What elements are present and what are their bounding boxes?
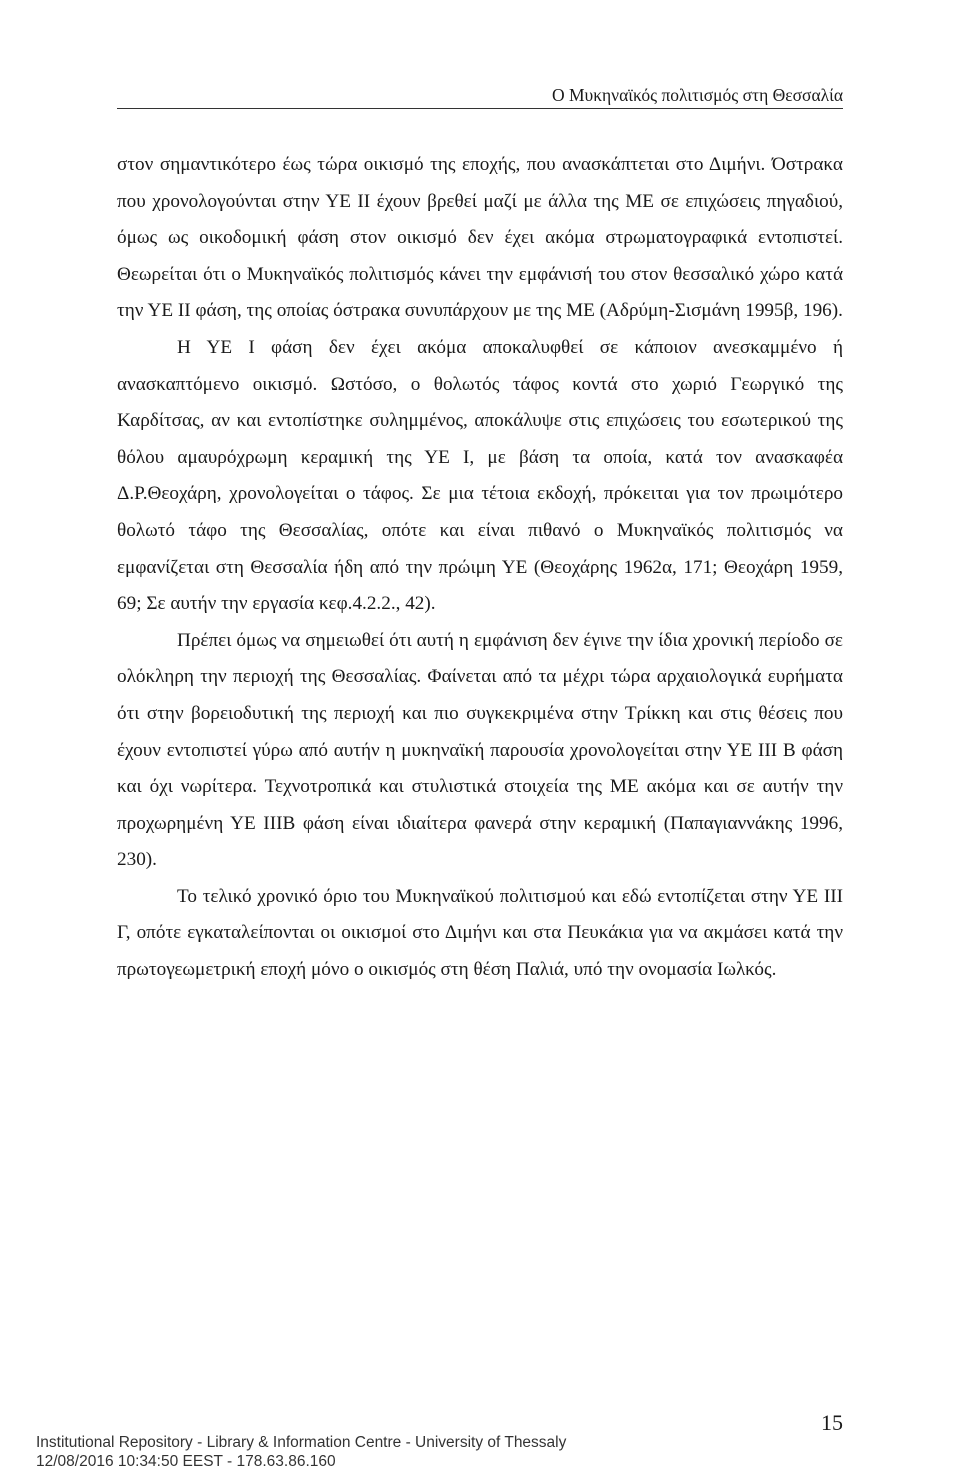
- paragraph: Πρέπει όμως να σημειωθεί ότι αυτή η εμφάνιση δεν έγινε την ίδια χρονική περίοδο σε ολόκληρη την περιοχή της Θεσσαλίας. Φαίνεται από τα μέχρι τώρα αρχαιολογικά ευρήματα ότι στην βορειοδυτική της περιοχή και πιο συγκεκριμένα στην Τρίκκη και στις θέσεις που έχουν εντοπιστεί γύρω από αυτήν η μυκηναϊκή παρουσία χρονολογείται στην ΥΕ ΙΙΙ Β φάση και όχι νωρίτερα. Τεχνοτροπικά και στυλιστικά στοιχεία της ΜΕ ακόμα και σε αυτήν την προχωρημένη ΥΕ ΙΙΙΒ φάση είναι ιδιαίτερα φανερά στην κεραμική (Παπαγιαννάκης 1996, 230).: [117, 629, 843, 871]
- paragraph: Το τελικό χρονικό όριο του Μυκηναϊκού πολιτισμού και εδώ εντοπίζεται στην ΥΕ ΙΙΙ Γ, οπότε εγκαταλείπονται οι οικισμοί στο Διμήνι και στα Πευκάκια για να ακμάσει κατά την πρωτογεωμετρική εποχή μόνο ο οικισμός στη θέση Παλιά, υπό την ονομασία Ιωλκός.: [117, 885, 843, 981]
- footer-repository-line: Institutional Repository - Library & Information Centre - University of Thessaly: [36, 1434, 567, 1451]
- footer-access-stamp: 12/08/2016 10:34:50 EEST - 178.63.86.160: [36, 1453, 336, 1470]
- paragraph: Η ΥΕ Ι φάση δεν έχει ακόμα αποκαλυφθεί σε κάποιον ανεσκαμμένο ή ανασκαπτόμενο οικισμό. Ωστόσο, ο θολωτός τάφος κοντά στο χωριό Γεωργικό της Καρδίτσας, αν και εντοπίστηκε συλημμένος, αποκάλυψε στις επιχώσεις του εσωτερικού της θόλου αμαυρόχρωμη κεραμική της ΥΕ Ι, με βάση τα οποία, κατά τον ανασκαφέα Δ.Ρ.Θεοχάρη, χρονολογείται ο τάφος. Σε μια τέτοια εκδοχή, πρόκειται για τον πρωιμότερο θολωτό τάφο της Θεσσαλίας, οπότε και είναι πιθανό ο Μυκηναϊκός πολιτισμός να εμφανίζεται στη Θεσσαλία ήδη από την πρώιμη ΥΕ (Θεοχάρης 1962α, 171; Θεοχάρη 1959, 69; Σε αυτήν την εργασία κεφ.4.2.2., 42).: [117, 336, 843, 615]
- body-text: [117, 147, 843, 989]
- running-title: Ο Μυκηναϊκός πολιτισμός στη Θεσσαλία: [551, 85, 843, 105]
- header-rule: [117, 108, 843, 109]
- page-number: 15: [821, 1410, 843, 1435]
- paragraph: στον σημαντικότερο έως τώρα οικισμό της εποχής, που ανασκάπτεται στο Διμήνι. Όστρακα που χρονολογούνται στην ΥΕ ΙΙ έχουν βρεθεί μαζί με άλλα της ΜΕ σε επιχώσεις πηγαδιού, όμως ως οικοδομική φάση στον οικισμό δεν έχει ακόμα στρωματογραφικά εντοπιστεί. Θεωρείται ότι ο Μυκηναϊκός πολιτισμός κάνει την εμφάνισή του στον θεσσαλικό χώρο κατά την ΥΕ ΙΙ φάση, της οποίας όστρακα συνυπάρχουν με της ΜΕ (Αδρύμη-Σισμάνη 1995β, 196).: [117, 154, 843, 322]
- repository-footer: [36, 1433, 566, 1471]
